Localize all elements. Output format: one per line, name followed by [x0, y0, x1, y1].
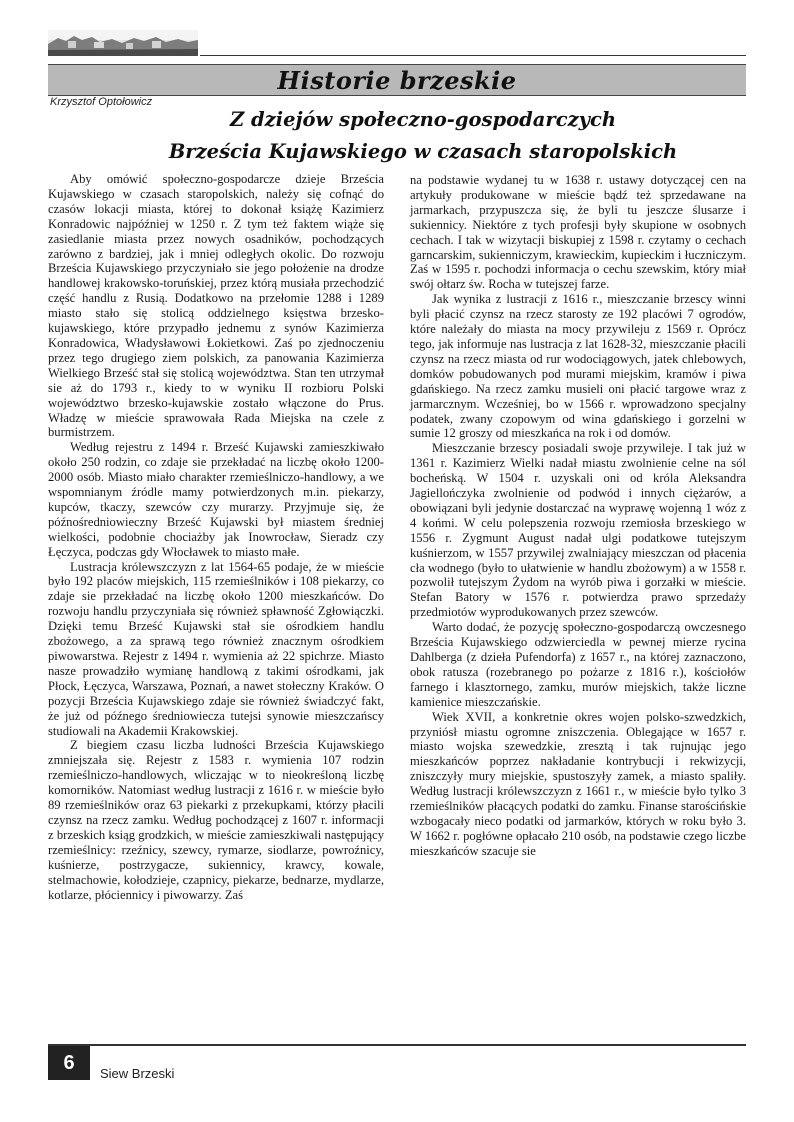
paragraph: Warto dodać, że pozycję społeczno-gospodarczą owczesnego Brześcia Kujawskiego odzwierciedla w pewnej mierze rycina Dahlberga (z dzieła Pufendorfa) z 1657 r., na której zaznaczono, obok ratusza (rozebranego po pożarze z 1816 r.), kościołów farnego i klasztornego, zamku, murów miejskich, także liczne kamienice mieszczańskie. [410, 620, 746, 709]
paragraph: Jak wynika z lustracji z 1616 r., mieszczanie brzescy winni byli płacić czynsz na rzecz starosty ze 192 placówi 7 ogrodów, które należały do miasta na mocy przywileju z 1569 r. Oprócz tego, jak informuje nas lustracja z lat 1628-32, mieszczanie płacili czynsz na rzecz miasta od rur wodociągowych, jatek chlebowych, domków pobudowanych pod murami miejskim, kramów i piwa gdańskiego. Na rzecz zamku musieli oni płacić targowe wraz z jarmarcznym. Wcześniej, bo w 1566 r. wprowadzono specjalny podatek, zwany czopowym od wina gdańskiego i gorzelni w sumie 12 groszy od mieszkańca na rok i od domów. [410, 292, 746, 441]
section-banner [48, 64, 746, 96]
article-column-left [48, 172, 384, 902]
paragraph: Wiek XVII, a konkretnie okres wojen polsko-szwedzkich, przyniósł miastu ogromne zniszczenia. Oblegające w 1657 r. miasto wojska szewedzkie, zresztą i tak rujnując jego mieszkańców poprzez nakładanie kontrybucji i rekwizycji, zniszczyły mury miejskie, spustoszyły zamek, a miasto spaliły. Według lustracji królewszczyzn z 1661 r., w mieście było tylko 3 rzemieślników płacących podatki do zamku. Finanse starościńskie wzbogacały nieco podatki od jarmarków, których w roku było 3. W 1662 r. pogłówne opłacało 210 osób, na podstawie czego liczbe mieszkańców szacuje sie [410, 709, 746, 858]
paragraph: Według rejestru z 1494 r. Brześć Kujawski zamieszkiwało około 250 rodzin, co zdaje sie przekładać na liczbę około 1200-2000 osób. Miasto miało charakter rzemieślniczo-handlowy, a we wspomnianym źródle mamy potwierdzonych m.in. piekarzy, kupców, tkaczy, szewców czy murarzy. Przyjmuje się, że późnośredniowieczny Brześć Kujawski był miastem średniej wielkości, podobnie chociażby jak Inowrocław, Sieradz czy Łęczyca, podczas gdy Włocławek to miasto małe. [48, 440, 384, 559]
footer-rule [48, 1044, 746, 1046]
article-author: Krzysztof Optołowicz [50, 96, 153, 108]
paragraph: Mieszczanie brzescy posiadali swoje przywileje. I tak już w 1361 r. Kazimierz Wielki nadał miastu zwolnienie celne na sól bocheńską. W 1504 r. uzyskali oni od króla Aleksandra Jagiellończyka zwolnienie od podwód i innych ciężarów, a obowiązani byli jedynie dostarczać na wyprawę wojenną 1 wóz z 4 końmi. W celu polepszenia rozwoju rzemiosła brzeskiego w 1556 r. Zygmunt August nadał ulgi podatkowe tutejszym kuśnierzom, w 1557 przywilej zwalniający mieszczan od płacenia cła wodnego (było to ułatwienie w handlu zbożowym) a w 1558 r. pozwolił tutejszym Żydom na wyrób piwa i gorzałki w mieście. Stefan Batory w 1576 r. potwierdza prawo sprzedaży przedmiotów wyprodukowanych przez szewców. [410, 441, 746, 620]
paragraph: na podstawie wydanej tu w 1638 r. ustawy dotyczącej cen na artykuły produkowane w mieście bądź też sprzedawane na jarmarkach, przypuszcza się, że byli tu jeszcze ślusarze i sukiennicy. Niektóre z tych profesji były skupione w osobnych cechach. I tak w wizytacji biskupiej z 1598 r. czytamy o cechach garncarskim, sukienniczym, krawieckim, kupieckim i łuczniczym. Zaś w 1595 r. pochodzi informacja o cechu szewskim, który miał swój ołtarz św. Rocha w tutejszej farze. [410, 173, 746, 292]
article-title-line-1: Z dziejów społeczno-gospodarczych [229, 108, 617, 131]
article-title-line-2: Brześcia Kujawskiego w czasach staropolskich [168, 140, 678, 163]
paragraph: Lustracja królewszczyzn z lat 1564-65 podaje, że w mieście było 192 placów miejskich, 115 rzemieślników i 108 piekarzy, co zdaje sie przekładać na liczbę około 1200 mieszkańców. Do rozwoju handlu przyczyniała się również spławność Zgłowiączki. Dzięki temu Brześć Kujawski stał sie ośrodkiem handlu zbożowego, a za sprawą tego również znacznym ośrodkiem piwowarstwa. Rejestr z 1494 r. wymienia aż 22 spichrze. Miasto nasze prowadziło wymianę handlową z takimi ośrodkami, jak Płock, Łęczyca, Warszawa, Poznań, a nawet stołeczny Kraków. O pozycji Brześcia Kujawskiego zdaje sie również świadczyć fakt, że już od późnego średniowiecza tutejsi synowie mieszczańscy studiowali na Akademii Krakowskiej. [48, 559, 384, 738]
paragraph: Aby omówić społeczno-gospodarcze dzieje Brześcia Kujawskiego w czasach staropolskich, należy się cofnąć do czasów lokacji miasta, której to dokonał książę Kazimierz Konradowic najpóźniej w 1250 r. Z tym też faktem wiąże się zasiedlanie miasta przez nowych osadników, pochodzących zarówno z bardziej, jak i mniej odległych okolic. Do rozwoju Brześcia Kujawskiego przyczyniało sie jego położenie na drodze handlowej krakowsko-toruńskiej, przez którą musiała przechodzić część handlu z Rusią. Dodatkowo na przełomie 1288 i 1289 miasto stało się stolicą oddzielnego księstwa brzesko-kujawskiego, które przypadło jednemu z synów Kazimierza Konradowica, Władysławowi Łokietkowi. Zaś po zjednoczeniu przez tego drugiego ziem polskich, za panowania Kazimierza Wielkiego Brześć stał się stolicą województwa. Stan ten utrzymał sie aż do 1793 r., kiedy to w wyniku II rozbioru Polski województwo brzesko-kujawskie zostało włączone do Prus. Władzę w mieście sprawowała Rada Miejska na czele z burmistrzem. [48, 172, 384, 440]
page-number: 6 [48, 1046, 90, 1080]
article-column-right [410, 173, 746, 859]
article-title [100, 104, 746, 168]
town-landscape-image [48, 30, 198, 56]
paragraph: Z biegiem czasu liczba ludności Brześcia Kujawskiego zmniejszała się. Rejestr z 1583 r. wymienia 107 rodzin rzemieślniczo-handlowych, wliczając w to nieokreśloną liczbę komorników. Natomiast według lustracji z 1616 r. w mieście było 89 rzemieślników oraz 63 piekarki z przekupkami, którzy płacili czynsz na rzecz zamku. Według pochodzącej z 1607 r. informacji z brzeskich ksiąg grodzkich, w mieście zamieszkiwali następujący rzemieślnicy: rzeźnicy, szewcy, rymarze, siodlarze, powroźnicy, kuśnierze, postrzygacze, sukiennicy, krawcy, kowale, stelmachowie, kołodzieje, czapnicy, piekarze, bednarze, mydlarze, kotlarze, płóciennicy i piwowarzy. Zaś [48, 738, 384, 902]
magazine-name: Siew Brzeski [100, 1066, 175, 1081]
header-photo [48, 30, 198, 56]
header-rule [200, 55, 746, 56]
section-title: Historie brzeskie [277, 65, 517, 95]
